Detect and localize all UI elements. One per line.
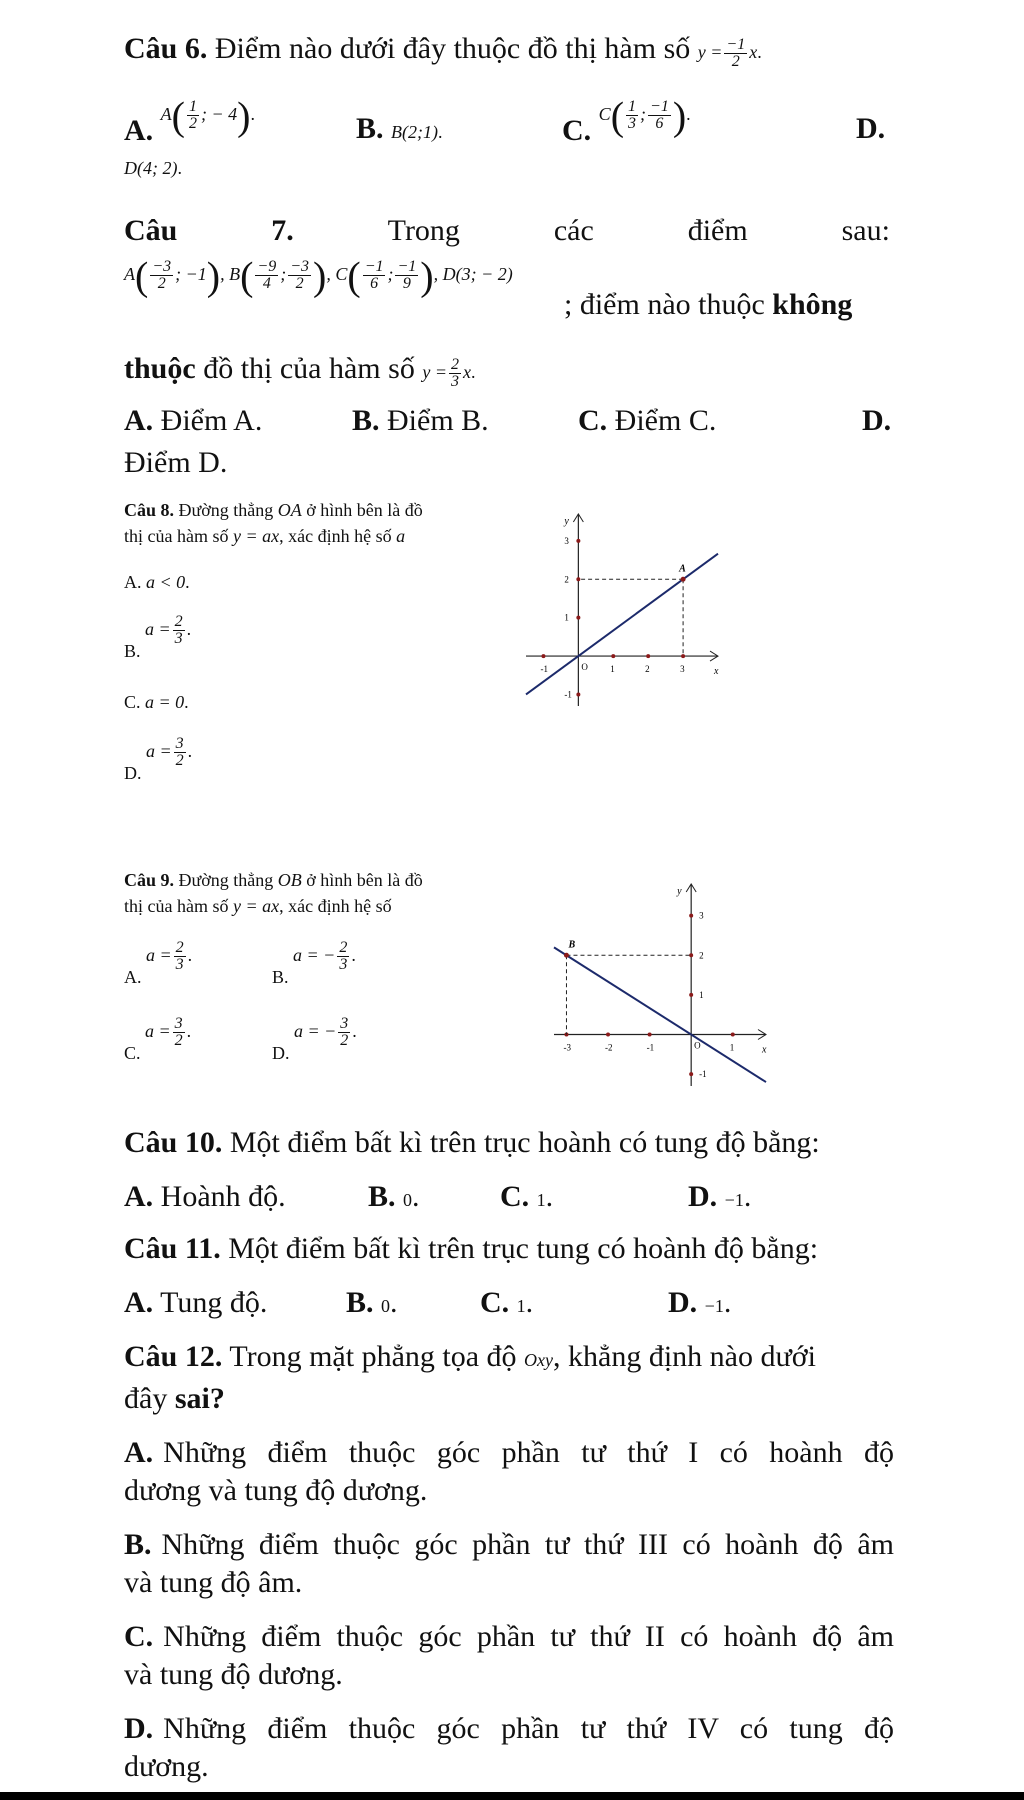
x-tick-mark: [731, 1033, 735, 1037]
q8-option-d: D. a = $\frac{3}{2}$ .: [124, 735, 193, 783]
y-tick-label: -1: [564, 689, 572, 700]
y-tick-label: 3: [564, 535, 569, 546]
q12-option-b: B. Những điểm thuộc góc phần tư thứ III có hoành độ âm và tung độ âm.: [124, 1528, 894, 1599]
point-label: B: [568, 939, 576, 951]
q10-option-b: B. 0.: [368, 1180, 420, 1213]
q11-option-b: B. 0.: [346, 1286, 398, 1319]
y-axis-label: y: [677, 886, 682, 897]
q8-option-c: C. a = 0.: [124, 692, 189, 712]
x-axis-label: x: [762, 1044, 767, 1056]
q11-option-a: A. Tung độ.: [124, 1286, 268, 1319]
q7-points: A( $\frac{-3}{2}$ ; −1), B( $\frac{-9}{4}$ ; $\frac{-3}{2}$ ), C( $\frac{-1}{6}$ ; $\frac{-1}{9}$ ), D(3; − 2): [124, 253, 513, 298]
q6-option-d: D(4; 2).: [124, 158, 182, 178]
y-tick-mark: [576, 616, 580, 620]
q7-option-c: C. Điểm C.: [578, 404, 717, 437]
q9-stem-line2: thị của hàm số y = ax, xác định hệ số: [124, 896, 392, 916]
y-tick-label: 3: [699, 910, 704, 921]
q6-option-b: B. B(2;1).: [356, 112, 443, 145]
q7-function: y = $\frac{2}{3}$ x.: [422, 356, 476, 391]
x-tick-mark: [606, 1033, 610, 1037]
q11-stem: Câu 11. Một điểm bất kì trên trục tung có hoành độ bằng:: [124, 1232, 819, 1265]
y-tick-mark: [689, 953, 693, 957]
y-tick-mark: [689, 914, 693, 918]
y-tick-label: 1: [699, 989, 704, 1000]
y-tick-mark: [576, 577, 580, 581]
x-tick-label: -2: [605, 1042, 613, 1053]
y-tick-label: 1: [564, 612, 569, 623]
graph-line: [554, 947, 766, 1082]
x-tick-mark: [681, 654, 685, 658]
q7-option-d: Điểm D.: [124, 446, 228, 479]
q7-option-d-label: D.: [862, 404, 892, 437]
q8-stem-line2: thị của hàm số y = ax, xác định hệ số a: [124, 526, 406, 546]
x-tick-mark: [611, 654, 615, 658]
q7-stem-line1: Câu 7. Trong các điểm sau:: [124, 214, 890, 247]
y-tick-mark: [689, 1072, 693, 1076]
q6-stem: Câu 6. Điểm nào dưới đây thuộc đồ thị hàm số y = $\frac{-1}{2}$ x.: [124, 32, 762, 71]
graph-q9: [540, 870, 780, 1100]
y-axis-label: y: [564, 516, 569, 527]
x-tick-mark: [648, 1033, 652, 1037]
q11-option-c: C. 1.: [480, 1286, 534, 1319]
q12-option-a: A. Những điểm thuộc góc phần tư thứ I có hoành độ dương và tung độ dương.: [124, 1436, 894, 1507]
q6-option-c: C. C( $\frac{1}{3}$ ; $\frac{-1}{6}$ ).: [562, 93, 691, 147]
y-tick-label: 2: [699, 950, 704, 961]
x-tick-label: 3: [680, 664, 685, 675]
point-mark: [564, 953, 569, 958]
q8-stem-line1: Câu 8. Đường thẳng OA ở hình bên là đồ: [124, 500, 423, 520]
x-tick-mark: [541, 654, 545, 658]
q10-option-d: D. −1.: [688, 1180, 752, 1213]
q12-stem-line2: đây sai?: [124, 1382, 225, 1415]
x-axis-label: x: [714, 666, 719, 678]
q12-stem-line1: Câu 12. Trong mặt phẳng tọa độ Oxy, khẳng định nào dưới: [124, 1340, 816, 1373]
y-tick-mark: [576, 539, 580, 543]
q9-option-d: D. a = − $\frac{3}{2}$ .: [272, 1015, 357, 1063]
point-label: A: [679, 563, 686, 575]
graph-line: [526, 554, 718, 695]
q12-option-c: C. Những điểm thuộc góc phần tư thứ II có hoành độ âm và tung độ dương.: [124, 1620, 894, 1691]
x-tick-label: -1: [646, 1042, 655, 1053]
q8-option-a: A. a < 0.: [124, 572, 190, 592]
q6-option-d-label: D.: [856, 112, 886, 145]
x-tick-label: 1: [610, 664, 615, 675]
q7-option-a: A. Điểm A.: [124, 404, 263, 437]
x-tick-label: 1: [729, 1042, 735, 1053]
q10-option-c: C. 1.: [500, 1180, 554, 1213]
q9-option-a: A. a = $\frac{2}{3}$ .: [124, 939, 193, 987]
x-tick-label: 2: [645, 664, 650, 675]
x-tick-label: -3: [563, 1042, 571, 1053]
q9-option-b: B. a = − $\frac{2}{3}$ .: [272, 939, 356, 987]
origin-label: O: [694, 1040, 701, 1051]
q10-stem: Câu 10. Một điểm bất kì trên trục hoành có tung độ bằng:: [124, 1126, 820, 1159]
q9-option-c: C. a = $\frac{3}{2}$ .: [124, 1015, 192, 1063]
origin-label: O: [581, 662, 588, 673]
y-tick-label: 2: [564, 574, 569, 585]
x-tick-mark: [646, 654, 650, 658]
q12-option-d: D. Những điểm thuộc góc phần tư thứ IV có tung độ dương.: [124, 1712, 894, 1783]
q8-option-b: B. a = $\frac{2}{3}$ .: [124, 613, 192, 661]
y-tick-label: -1: [699, 1069, 707, 1080]
q7-option-b: B. Điểm B.: [352, 404, 489, 437]
q11-option-d: D. −1.: [668, 1286, 732, 1319]
q7-stem-line2: ; điểm nào thuộc không: [564, 288, 853, 321]
q9-stem-line1: Câu 9. Đường thẳng OB ở hình bên là đồ: [124, 870, 423, 890]
graph-q8: [512, 500, 732, 720]
q6-function: y = $\frac{-1}{2}$ x.: [697, 36, 762, 71]
q10-option-a: A. Hoành độ.: [124, 1180, 286, 1213]
q6-option-a: A. A( $\frac{1}{2}$ ; − 4).: [124, 93, 255, 147]
y-tick-mark: [689, 993, 693, 997]
y-tick-mark: [576, 692, 580, 696]
point-mark: [681, 577, 686, 582]
x-tick-label: -1: [540, 664, 548, 675]
q7-stem-line3: thuộc đồ thị của hàm số y = $\frac{2}{3}$ x.: [124, 352, 476, 391]
